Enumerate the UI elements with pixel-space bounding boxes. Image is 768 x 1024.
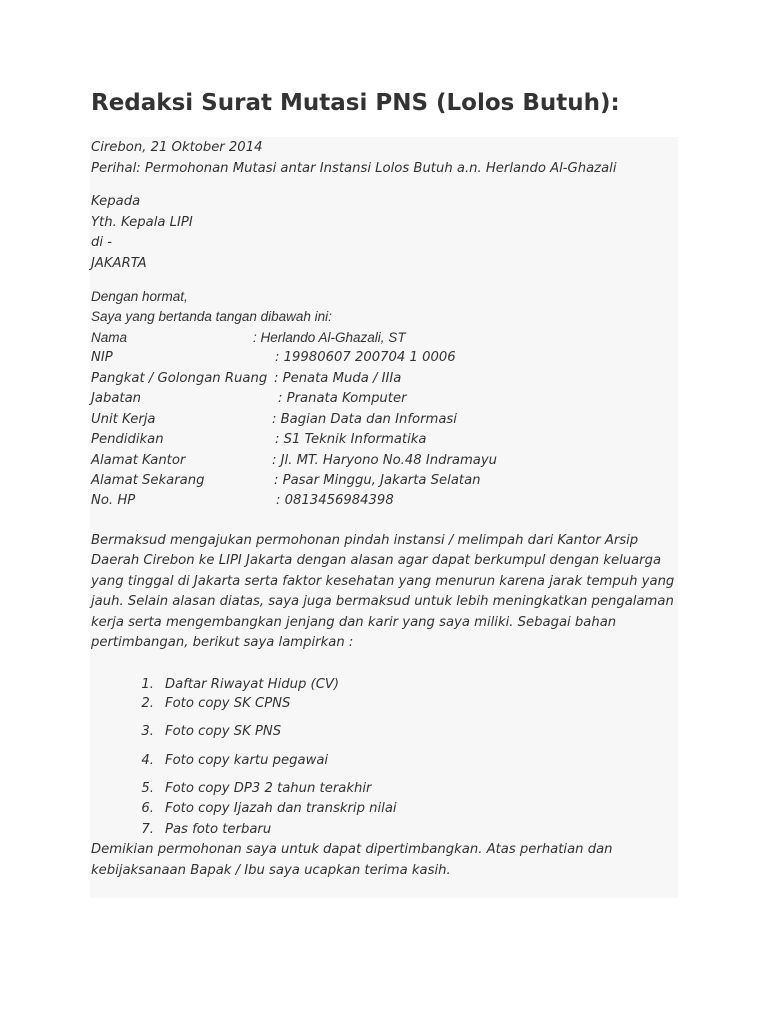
body-paragraph <box>91 531 681 653</box>
paragraph-line: kerja serta mengembangkan jenjang dan karir yang saya miliki. Sebagai bahan <box>91 614 617 630</box>
intro-line: Saya yang bertanda tangan dibawah ini: <box>91 309 332 324</box>
paragraph-line: Daerah Cirebon ke LIPI Jakarta dengan alasan agar dapat berkumpul dengan keluarga <box>91 553 662 569</box>
field-label: Jabatan <box>91 391 142 406</box>
field-label: Nama <box>91 330 128 345</box>
greeting: Dengan hormat, <box>91 289 188 304</box>
field-value: : Pranata Komputer <box>278 391 407 406</box>
list-text: Foto copy Ijazah dan transkrip nilai <box>165 801 397 816</box>
field-label: Alamat Sekarang <box>91 473 205 488</box>
closing-line: Demikian permohonan saya untuk dapat dipertimbangkan. Atas perhatian dan <box>91 842 613 857</box>
letter-subject: Perihal: Permohonan Mutasi antar Instansi Lolos Butuh a.n. Herlando Al-Ghazali <box>91 161 617 176</box>
field-value: : Jl. MT. Haryono No.48 Indramayu <box>272 453 498 468</box>
recipient-line: di - <box>91 235 112 250</box>
field-value: : Pasar Minggu, Jakarta Selatan <box>274 473 481 488</box>
field-value: : Bagian Data dan Informasi <box>272 412 457 427</box>
list-number: 5. <box>141 781 154 796</box>
field-value: : Penata Muda / IIIa <box>274 371 402 386</box>
field-label: Pangkat / Golongan Ruang <box>91 371 268 386</box>
field-label: No. HP <box>91 493 136 508</box>
field-value: : 19980607 200704 1 0006 <box>275 350 456 365</box>
field-label: NIP <box>91 350 113 365</box>
list-text: Foto copy DP3 2 tahun terakhir <box>165 781 372 796</box>
recipient-line: JAKARTA <box>91 256 147 271</box>
list-number: 4. <box>141 753 154 768</box>
paragraph-line: Bermaksud mengajukan permohonan pindah instansi / melimpah dari Kantor Arsip <box>91 533 639 548</box>
paragraph-line: yang tinggal di Jakarta serta faktor kesehatan yang menurun karena jarak tempuh yang <box>91 573 675 589</box>
list-text: Pas foto terbaru <box>165 822 272 837</box>
field-label: Alamat Kantor <box>91 453 186 468</box>
list-number: 1. <box>141 677 154 692</box>
list-number: 6. <box>141 801 154 816</box>
closing-line: kebijaksanaan Bapak / Ibu saya ucapkan terima kasih. <box>91 863 451 878</box>
list-text: Foto copy SK PNS <box>165 724 282 739</box>
list-number: 2. <box>141 696 154 711</box>
field-value: : 0813456984398 <box>276 493 394 508</box>
field-value: : Herlando Al-Ghazali, ST <box>253 330 406 345</box>
list-number: 7. <box>141 822 154 837</box>
page-title: Redaksi Surat Mutasi PNS (Lolos Butuh): <box>91 90 620 116</box>
list-text: Foto copy kartu pegawai <box>165 753 329 768</box>
letter-date: Cirebon, 21 Oktober 2014 <box>91 140 263 155</box>
paragraph-line: jauh. Selain alasan diatas, saya juga bermaksud untuk lebih meningkatkan pengalaman <box>91 594 674 610</box>
list-text: Foto copy SK CPNS <box>165 696 291 711</box>
field-value: : S1 Teknik Informatika <box>275 432 427 447</box>
list-number: 3. <box>141 724 154 739</box>
recipient-line: Kepada <box>91 194 141 209</box>
list-text: Daftar Riwayat Hidup (CV) <box>165 677 340 692</box>
field-label: Pendidikan <box>91 432 164 447</box>
paragraph-line: pertimbangan, berikut saya lampirkan : <box>91 635 354 651</box>
recipient-line: Yth. Kepala LIPI <box>91 215 193 230</box>
field-label: Unit Kerja <box>91 412 156 427</box>
